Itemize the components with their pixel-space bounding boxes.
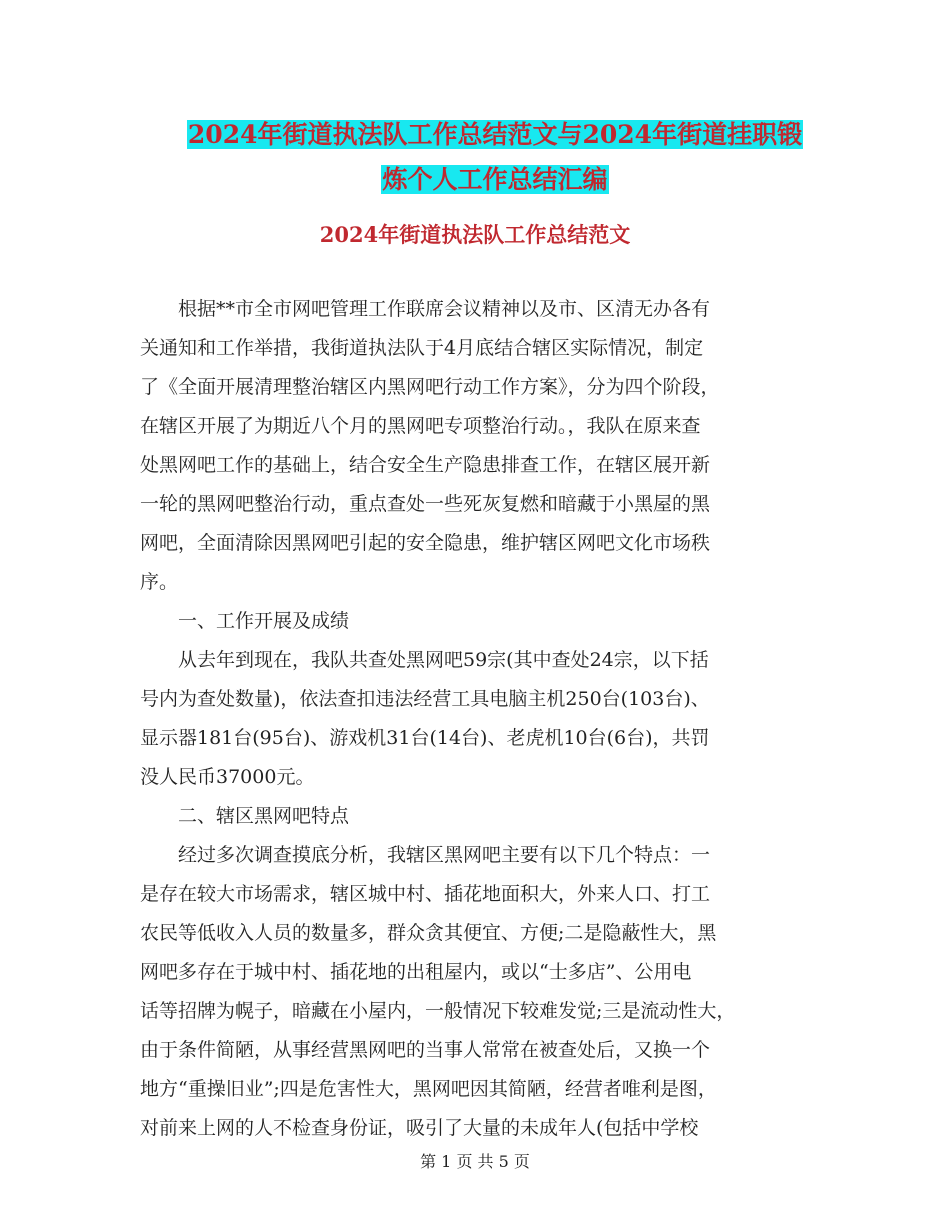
document-body: [140, 290, 812, 1148]
text-line: 话等招牌为幌子，暗藏在小屋内，一般情况下较难发觉;三是流动性大，: [140, 1000, 736, 1022]
text-line: 序。: [140, 571, 179, 593]
text-line: 没人民币37000元。: [140, 766, 315, 788]
text-line: 农民等低收入人员的数量多，群众贪其便宜、方便;二是隐蔽性大，黑: [140, 922, 717, 944]
text-line: 经过多次调查摸底分析，我辖区黑网吧主要有以下几个特点：一: [178, 844, 711, 866]
text-line: 对前来上网的人不检查身份证，吸引了大量的未成年人(包括中学校: [140, 1117, 699, 1139]
text-line: 根据**市全市网吧管理工作联席会议精神以及市、区清无办各有: [178, 298, 711, 320]
text-line: 一轮的黑网吧整治行动，重点查处一些死灰复燃和暗藏于小黑屋的黑: [140, 493, 711, 515]
text-line: 显示器181台(95台)、游戏机31台(14台)、老虎机10台(6台)，共罚: [140, 727, 710, 749]
page-footer: 第 1 页 共 5 页: [420, 1152, 530, 1171]
text-line: 网吧，全面清除因黑网吧引起的安全隐患，维护辖区网吧文化市场秩: [140, 532, 711, 554]
paragraph-intro: [140, 290, 812, 602]
heading-work-progress: 一、工作开展及成绩: [178, 610, 350, 632]
text-line: 由于条件简陋，从事经营黑网吧的当事人常常在被查处后，又换一个: [140, 1039, 711, 1061]
text-line: 在辖区开展了为期近八个月的黑网吧专项整治行动。，我队在原来查: [140, 415, 701, 437]
paragraph-results: [140, 641, 812, 797]
text-line: 从去年到现在，我队共查处黑网吧59宗(其中查处24宗，以下括: [178, 649, 709, 671]
heading-characteristics: 二、辖区黑网吧特点: [178, 805, 350, 827]
text-line: 号内为查处数量)，依法查扣违法经营工具电脑主机250台(103台)、: [140, 688, 710, 710]
text-line: 地方“重操旧业”;四是危害性大，黑网吧因其简陋，经营者唯利是图，: [140, 1078, 717, 1100]
text-line: 是存在较大市场需求，辖区城中村、插花地面积大，外来人口、打工: [140, 883, 711, 905]
document-title: [150, 112, 840, 202]
text-line: 处黑网吧工作的基础上，结合安全生产隐患排查工作，在辖区展开新: [140, 454, 711, 476]
section-title: 2024年街道执法队工作总结范文: [319, 222, 631, 247]
title-line-2: 炼个人工作总结汇编: [382, 165, 608, 194]
paragraph-characteristics: [140, 836, 812, 1148]
text-line: 了《全面开展清理整治辖区内黑网吧行动工作方案》，分为四个阶段，: [140, 376, 720, 398]
text-line: 网吧多存在于城中村、插花地的出租屋内，或以“士多店”、公用电: [140, 961, 692, 983]
text-line: 关通知和工作举措，我街道执法队于4月底结合辖区实际情况，制定: [140, 337, 704, 359]
title-line-1: 2024年街道执法队工作总结范文与2024年街道挂职锻: [187, 120, 803, 149]
